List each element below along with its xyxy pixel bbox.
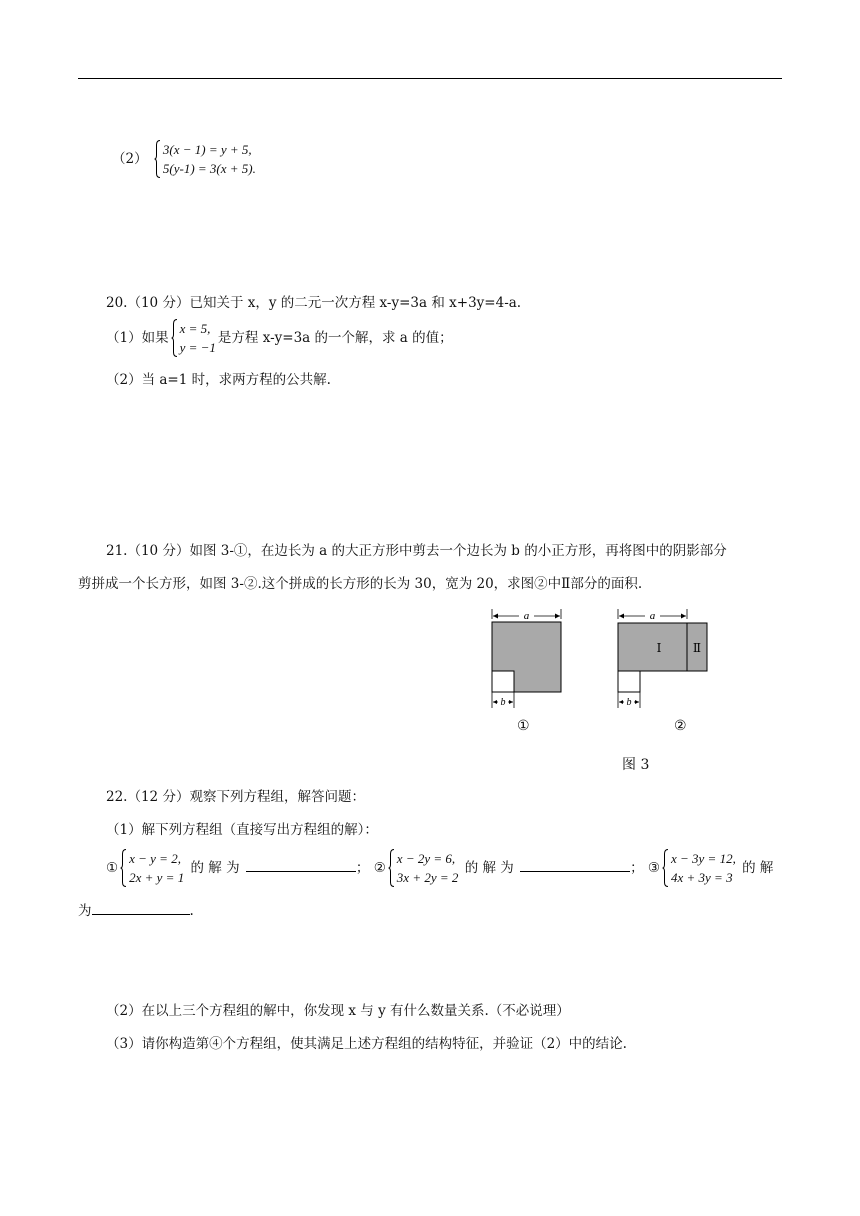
q20-part1-suffix: 是方程 x-y=3a 的一个解，求 a 的值；: [217, 330, 453, 346]
q22-sys2-eq2: 3x + 2y = 2: [396, 870, 459, 885]
q22-end-period: .: [189, 903, 194, 919]
fig2-part-1: Ⅰ: [656, 641, 662, 655]
brace-icon: [388, 849, 395, 887]
brace-icon: [171, 319, 178, 357]
fig1-label-b: b: [500, 697, 506, 708]
q22-sys3-answer-line: [78, 900, 194, 921]
q21-line2: 剪拼成一个长方形，如图 3-②.这个拼成的长方形的长为 30，宽为 20，求图②中Ⅱ部分的面积.: [78, 576, 643, 592]
q19-equation-system: [154, 140, 256, 178]
header-rule: [78, 78, 782, 79]
figure-3-2-drawing: [610, 606, 720, 714]
q22-sys2: [388, 849, 459, 887]
q19-eq2: 5(y-1) = 3(x + 5).: [162, 161, 256, 176]
q22-sys2-eq1: x − 2y = 6,: [396, 851, 456, 866]
q22-sys3-answer-blank[interactable]: [92, 900, 190, 915]
q22-sys3-number: ③: [647, 860, 660, 876]
figure-3-2: [610, 606, 720, 718]
fig2-label-a: a: [649, 610, 656, 622]
brace-icon: [662, 849, 669, 887]
figure-3-1: [484, 606, 574, 718]
figure-3-1-caption: ①: [517, 718, 530, 734]
q19-part2-label: （2）: [112, 151, 148, 167]
fig2-part-2: Ⅱ: [692, 641, 702, 655]
fig1-label-a: a: [523, 610, 530, 622]
q20-part2: （2）当 a=1 时，求两方程的公共解.: [106, 372, 331, 388]
q20-equation-system: [171, 319, 216, 357]
q22-sys1-answer-blank[interactable]: [246, 857, 356, 872]
q22-part1: （1）解下列方程组（直接写出方程组的解）：: [106, 822, 378, 838]
brace-icon: [154, 140, 161, 178]
q22-sys1-solution-label: 的 解 为: [190, 860, 240, 876]
q22-sep1: ；: [355, 860, 370, 876]
q22-systems-row: [106, 849, 773, 887]
q22-sys3-solution-label: 的 解: [742, 860, 774, 876]
q22-sys1-eq2: 2x + y = 1: [129, 870, 185, 885]
q19-eq1: 3(x − 1) = y + 5,: [162, 142, 252, 157]
q22-part2: （2）在以上三个方程组的解中，你发现 x 与 y 有什么数量关系.（不必说理）: [106, 1003, 570, 1019]
q22-sys1: [120, 849, 184, 887]
fig2-label-b: b: [626, 697, 632, 708]
brace-icon: [120, 849, 127, 887]
q22-wei: 为: [78, 903, 92, 919]
q20-part1-prefix: （1）如果: [106, 330, 169, 346]
q20-eq1: x = 5,: [179, 321, 211, 336]
figure-3-title: 图 3: [622, 757, 650, 773]
q20-part1: [106, 319, 453, 357]
q20-header: 20.（10 分）已知关于 x，y 的二元一次方程 x-y=3a 和 x+3y=4-a.: [106, 295, 522, 311]
q22-sys3: [662, 849, 736, 887]
q20-eq2: y = −1: [179, 340, 216, 355]
q22-sys3-eq2: 4x + 3y = 3: [670, 870, 733, 885]
q22-sys2-number: ②: [373, 860, 386, 876]
q22-sys1-number: ①: [106, 860, 119, 876]
q22-header: 22.（12 分）观察下列方程组，解答问题：: [106, 789, 365, 805]
figure-3-1-drawing: [484, 606, 574, 714]
q19-part2: [112, 140, 258, 178]
q22-sep2: ；: [630, 860, 644, 876]
q22-sys3-eq1: x − 3y = 12,: [670, 851, 736, 866]
q22-sys1-eq1: x − y = 2,: [129, 851, 181, 866]
q22-sys2-answer-blank[interactable]: [520, 857, 630, 872]
q21-line1: 21.（10 分）如图 3-①，在边长为 a 的大正方形中剪去一个边长为 b 的小正方形，再将图中的阴影部分: [106, 543, 727, 559]
q22-part3: （3）请你构造第④个方程组，使其满足上述方程组的结构特征，并验证（2）中的结论.: [106, 1036, 627, 1052]
figure-3-2-caption: ②: [674, 718, 687, 734]
q22-sys2-solution-label: 的 解 为: [464, 860, 514, 876]
